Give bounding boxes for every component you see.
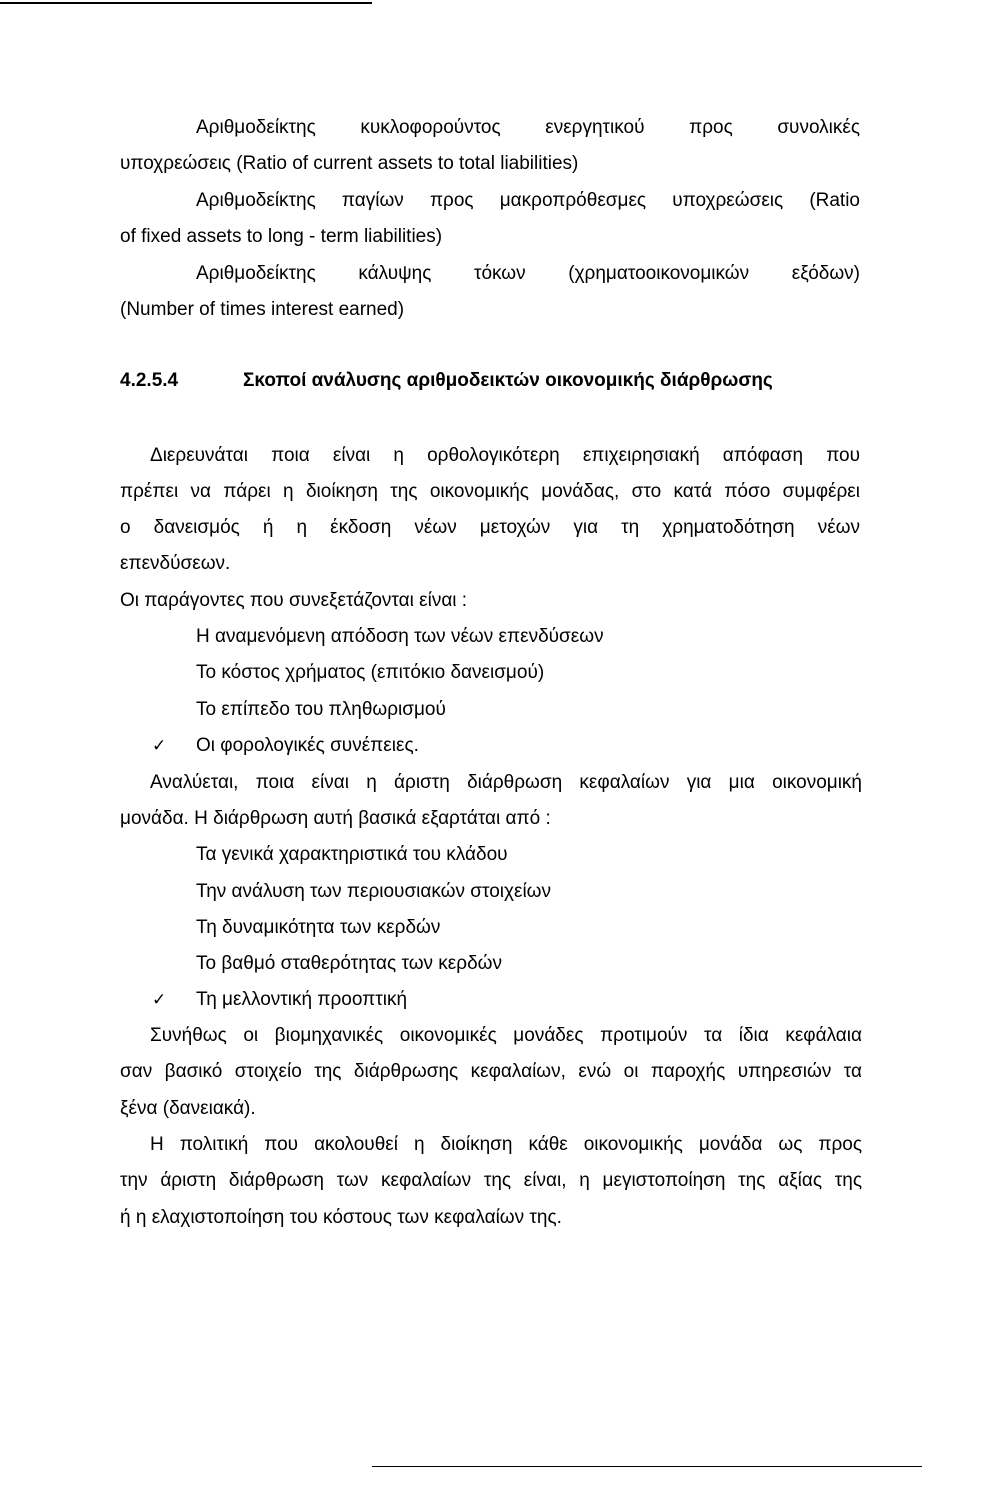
- ratio-interest-coverage-line2: (Number of times interest earned): [120, 299, 405, 320]
- check-icon: ✓: [152, 990, 167, 1009]
- structure-item: Την ανάλυση των περιουσιακών στοιχείων: [196, 881, 552, 902]
- structure-item: Τα γενικά χαρακτηριστικά του κλάδου: [196, 844, 508, 865]
- structure-item: Τη δυναμικότητα των κερδών: [196, 917, 441, 938]
- para1-line2: πρέπει να πάρει η διοίκηση της οικονομικής μονάδας, στο κατά πόσο συμφέρει: [120, 481, 860, 502]
- para3-line2: σαν βασικό στοιχείο της διάρθρωσης κεφαλαίων, ενώ οι παροχής υπηρεσιών τα: [120, 1061, 862, 1082]
- ratio-current-assets-line1: Αριθμοδείκτης κυκλοφορούντος ενεργητικού προς συνολικές: [196, 117, 860, 138]
- ratio-fixed-assets-line2: of fixed assets to long - term liabilities): [120, 226, 443, 247]
- para4-line2: την άριστη διάρθρωση των κεφαλαίων της είναι, η μεγιστοποίηση της αξίας της: [120, 1170, 862, 1191]
- para2-line2: μονάδα. Η διάρθρωση αυτή βασικά εξαρτάται από :: [120, 808, 551, 829]
- section-number: 4.2.5.4: [120, 370, 179, 391]
- ratio-current-assets-line2: υποχρεώσεις (Ratio of current assets to total liabilities): [120, 153, 579, 174]
- structure-item: Τη μελλοντική προοπτική: [196, 989, 408, 1010]
- factors-intro: Οι παράγοντες που συνεξετάζονται είναι :: [120, 590, 468, 611]
- factor-item: Το κόστος χρήματος (επιτόκιο δανεισμού): [196, 662, 545, 683]
- para3-line3: ξένα (δανειακά).: [120, 1098, 256, 1119]
- para1-line4: επενδύσεων.: [120, 553, 231, 574]
- factor-item: Το επίπεδο του πληθωρισμού: [196, 699, 446, 720]
- factor-item: Η αναμενόμενη απόδοση των νέων επενδύσεων: [196, 626, 604, 647]
- para3-line1: Συνήθως οι βιομηχανικές οικονομικές μονάδες προτιμούν τα ίδια κεφάλαια: [150, 1025, 862, 1046]
- para1-line3: ο δανεισμός ή η έκδοση νέων μετοχών για τη χρηματοδότηση νέων: [120, 517, 860, 538]
- para1-line1: Διερευνάται ποια είναι η ορθολογικότερη επιχειρησιακή απόφαση που: [150, 445, 860, 466]
- bottom-rule: [372, 1466, 922, 1467]
- para4-line1: Η πολιτική που ακολουθεί η διοίκηση κάθε οικονομικής μονάδα ως προς: [150, 1134, 862, 1155]
- para2-line1: Αναλύεται, ποια είναι η άριστη διάρθρωση κεφαλαίων για μια οικονομική: [150, 772, 862, 793]
- check-icon: ✓: [152, 736, 167, 755]
- para4-line3: ή η ελαχιστοποίηση του κόστους των κεφαλαίων της.: [120, 1207, 562, 1228]
- ratio-fixed-assets-line1: Αριθμοδείκτης παγίων προς μακροπρόθεσμες υποχρεώσεις (Ratio: [196, 190, 860, 211]
- section-title: Σκοποί ανάλυσης αριθμοδεικτών οικονομικής διάρθρωσης: [243, 370, 773, 391]
- structure-item: Το βαθμό σταθερότητας των κερδών: [196, 953, 502, 974]
- top-rule: [0, 2, 372, 4]
- factor-item: Οι φορολογικές συνέπειες.: [196, 735, 419, 756]
- ratio-interest-coverage-line1: Αριθμοδείκτης κάλυψης τόκων (χρηματοοικονομικών εξόδων): [196, 263, 860, 284]
